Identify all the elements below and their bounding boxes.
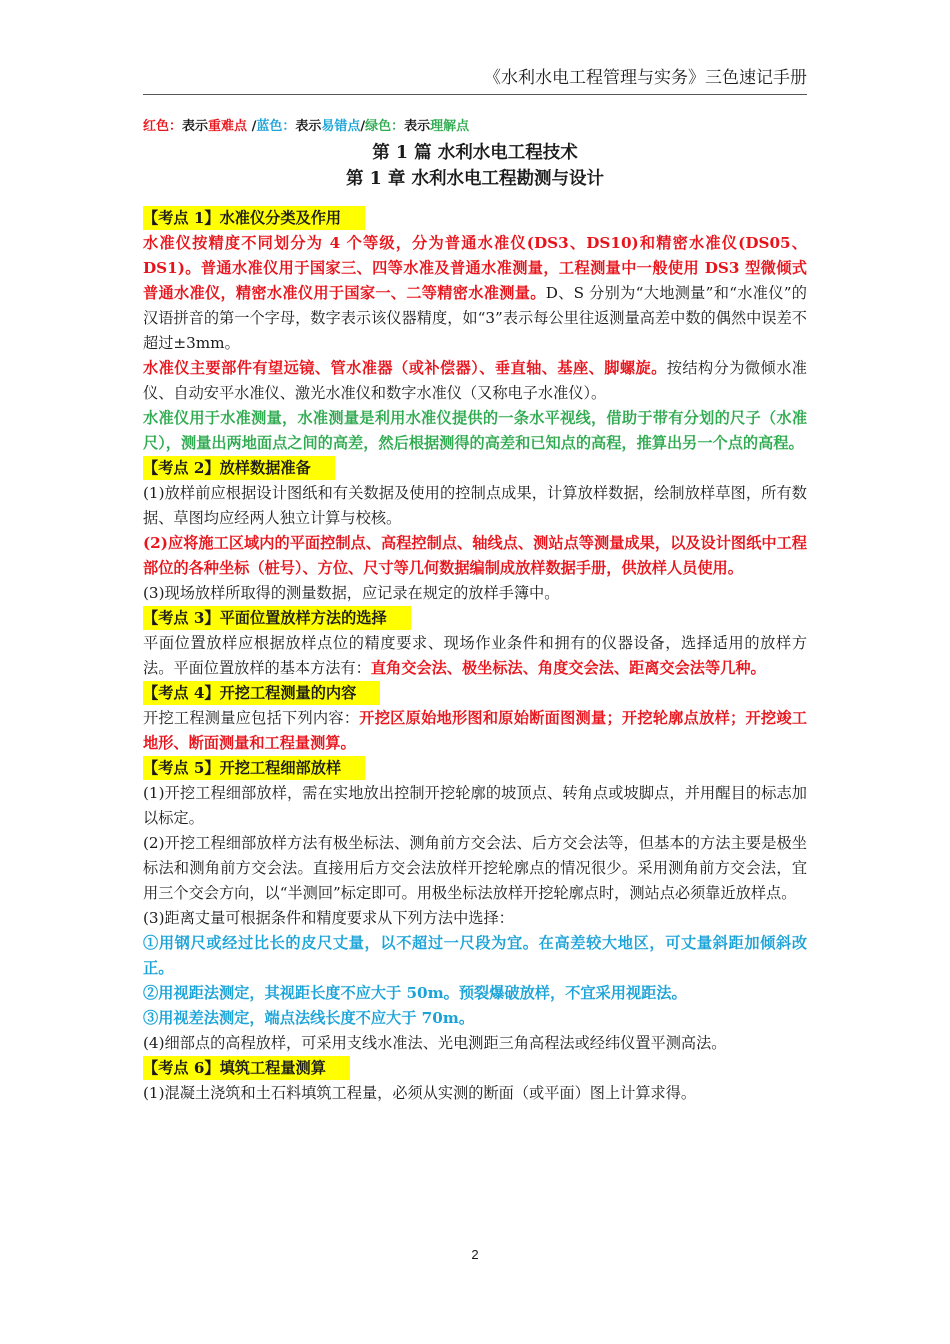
red-text: 水准仪主要部件有望远镜、管水准器（或补偿器）、垂直轴、基座、脚螺旋。 <box>143 359 667 377</box>
legend-green-label: 绿色： <box>365 119 405 134</box>
section-heading-kp4: 【考点 4】开挖工程测量的内容 <box>143 681 380 705</box>
legend-sep: / <box>360 119 366 134</box>
section-heading-kp3: 【考点 3】平面位置放样方法的选择 <box>143 606 411 630</box>
legend-green-word: 理解点 <box>430 119 470 134</box>
red-text: 开挖区原始地形图和原始断面图测量；开挖轮廓点放样；开挖竣工地形、断面测量和工程量测算。 <box>143 709 808 752</box>
legend-blue-desc: 表示 <box>295 119 322 134</box>
legend-red-word: 重难点 <box>208 119 248 134</box>
page-number: 2 <box>471 1247 479 1262</box>
paragraph <box>143 356 807 406</box>
legend-sep: / <box>247 119 257 134</box>
body-text: 按结构分为微倾水准仪、自动安平水准仪、激光水准仪和数字水准仪（又称电子水准仪）。 <box>143 359 807 402</box>
page-content <box>143 116 807 1106</box>
section-heading-kp6: 【考点 6】填筑工程量测算 <box>143 1056 350 1080</box>
red-text: 水准仪按精度不同划分为 4 个等级，分为普通水准仪(DS3、DS10)和精密水准仪(DS05、DS1)。普通水准仪用于国家三、四等水准及普通水准测量，工程测量中一般使用 DS3 型微倾式普通水准仪，精密水准仪用于国家一、二等精密水准测量。 <box>143 234 807 302</box>
paragraph <box>143 706 807 756</box>
blue-paragraph: ②用视距法测定，其视距长度不应大于 50m。预裂爆破放样，不宜采用视距法。 <box>143 984 687 1002</box>
paragraph <box>143 631 807 681</box>
section-heading-kp5: 【考点 5】开挖工程细部放样 <box>143 756 365 780</box>
green-paragraph: 水准仪用于水准测量，水准测量是利用水准仪提供的一条水平视线，借助于带有分划的尺子（水准尺），测量出两地面点之间的高差，然后根据测得的高差和已知点的高程，推算出另一个点的高程。 <box>143 409 807 452</box>
blue-paragraph: ③用视差法测定，端点法线长度不应大于 70m。 <box>143 1009 475 1027</box>
paragraph: (1)混凝土浇筑和土石料填筑工程量，必须从实测的断面（或平面）图上计算求得。 <box>143 1084 697 1102</box>
header-title: 《水利水电工程管理与实务》三色速记手册 <box>484 68 807 88</box>
paragraph: (1)放样前应根据设计图纸和有关数据及使用的控制点成果，计算放样数据，绘制放样草图，所有数据、草图均应经两人独立计算与校核。 <box>143 484 807 527</box>
paragraph: (3)距离丈量可根据条件和精度要求从下列方法中选择： <box>143 909 514 927</box>
section-heading-kp1: 【考点 1】水准仪分类及作用 <box>143 206 365 230</box>
color-legend <box>143 116 807 138</box>
paragraph: (1)开挖工程细部放样，需在实地放出控制开挖轮廓的坡顶点、转角点或坡脚点，并用醒目的标志加以标定。 <box>143 784 807 827</box>
body-text: 开挖工程测量应包括下列内容： <box>143 709 360 727</box>
paragraph: (2)开挖工程细部放样方法有极坐标法、测角前方交会法、后方交会法等，但基本的方法主要是极坐标法和测角前方交会法。直接用后方交会法放样开挖轮廓点的情况很少。采用测角前方交会法，宜用三个交会方向，以“半测回”标定即可。用极坐标法放样开挖轮廓点时，测站点必须靠近放样点。 <box>143 834 807 902</box>
body-text: D、S 分别为“大地测量”和“水准仪”的汉语拼音的第一个字母，数字表示该仪器精度，如“3”表示每公里往返测量高差中数的偶然中误差不超过±3mm。 <box>143 284 807 352</box>
running-header <box>143 64 807 95</box>
red-text: 直角交会法、极坐标法、角度交会法、距离交会法等几种。 <box>370 659 766 677</box>
legend-red-desc: 表示 <box>182 119 209 134</box>
legend-red-label: 红色： <box>143 119 183 134</box>
body-text: 平面位置放样应根据放样点位的精度要求、现场作业条件和拥有的仪器设备，选择适用的放样方法。平面位置放样的基本方法有： <box>143 634 807 677</box>
paragraph <box>143 231 807 356</box>
paragraph: (3)现场放样所取得的测量数据，应记录在规定的放样手簿中。 <box>143 584 560 602</box>
paragraph: (4)细部点的高程放样，可采用支线水准法、光电测距三角高程法或经纬仪置平测高法。 <box>143 1034 727 1052</box>
red-paragraph: (2)应将施工区域内的平面控制点、高程控制点、轴线点、测站点等测量成果，以及设计图纸中工程部位的各种坐标（桩号）、方位、尺寸等几何数据编制成放样数据手册，供放样人员使用。 <box>143 534 807 577</box>
section-heading-kp2: 【考点 2】放样数据准备 <box>143 456 335 480</box>
legend-blue-word: 易错点 <box>321 119 361 134</box>
blue-paragraph: ①用钢尺或经过比长的皮尺丈量，以不超过一尺段为宜。在高差较大地区，可丈量斜距加倾斜改正。 <box>143 934 807 977</box>
chapter-title: 第 1 章 水利水电工程勘测与设计 <box>346 169 604 189</box>
legend-blue-label: 蓝色： <box>256 119 296 134</box>
part-title: 第 1 篇 水利水电工程技术 <box>372 143 578 163</box>
legend-green-desc: 表示 <box>404 119 431 134</box>
